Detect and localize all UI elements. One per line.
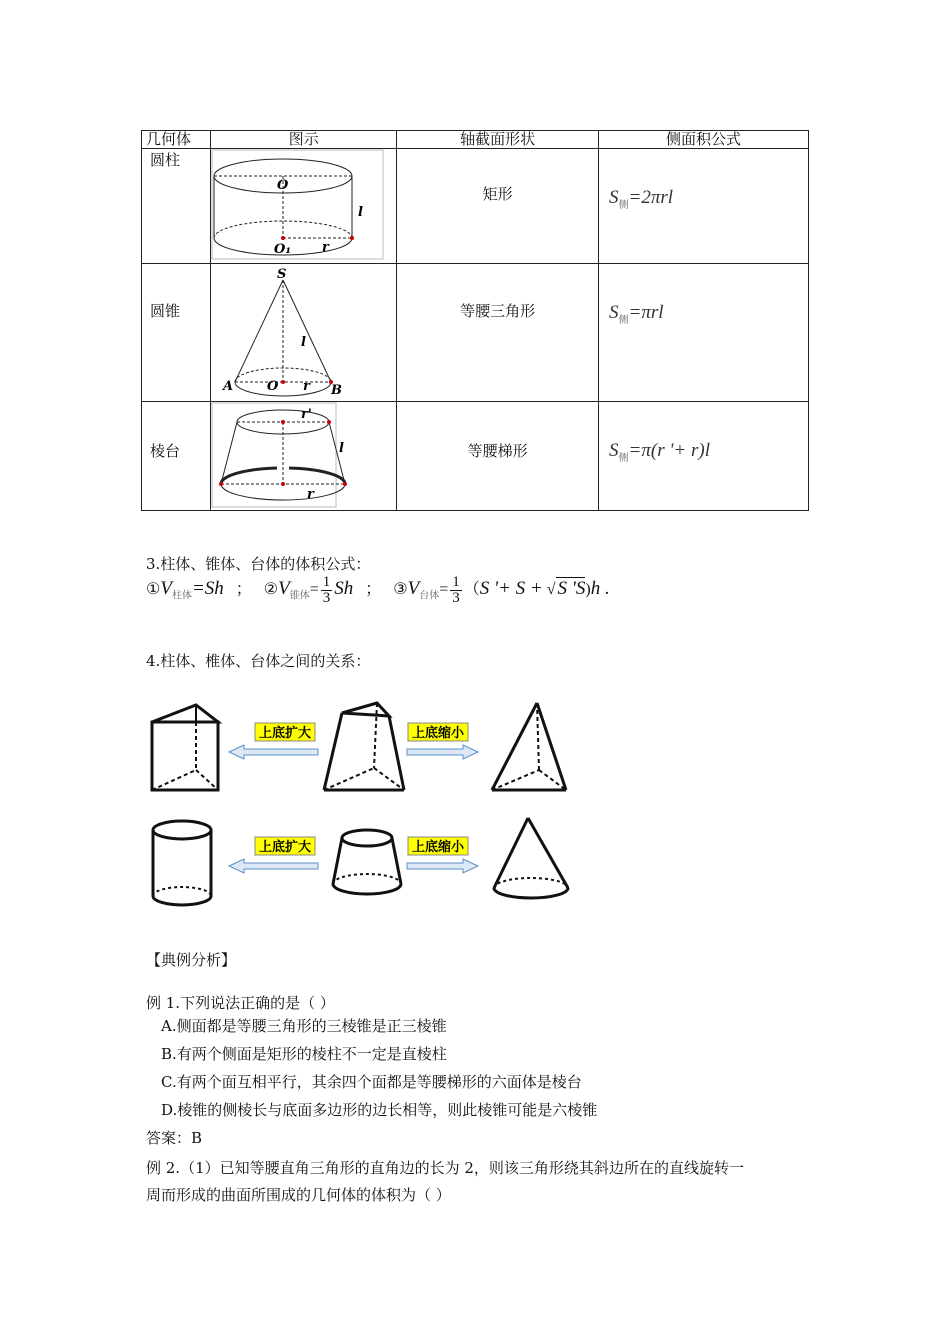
axial-section-text: 矩形 bbox=[482, 185, 513, 203]
enlarge-arrow-2 bbox=[229, 837, 318, 873]
lateral-area-formula: $S_侧=\pi(r$ '+ r)l bbox=[609, 440, 710, 464]
section4-heading: 4.柱体、椎体、台体之间的关系： bbox=[146, 652, 371, 670]
example1-option-d: D.棱锥的侧棱长与底面多边形的边长相等，则此棱锥可能是六棱锥 bbox=[161, 1101, 598, 1119]
example2-line2: 周而形成的曲面所围成的几何体的体积为（ ） bbox=[146, 1186, 451, 1204]
enlarge-arrow-1 bbox=[229, 723, 318, 759]
header-axial-section: 轴截面形状 bbox=[397, 131, 599, 149]
label-a: A bbox=[223, 379, 234, 394]
label-o: O bbox=[277, 178, 289, 193]
label-l: l bbox=[301, 335, 307, 350]
shrink-arrow-2 bbox=[407, 837, 478, 873]
lateral-area-formula: $S_侧=\pi rl$ bbox=[609, 302, 664, 326]
example1-option-b: B.有两个侧面是矩形的棱柱不一定是直棱柱 bbox=[161, 1045, 447, 1063]
arrow-label: 上底缩小 bbox=[411, 726, 465, 741]
example1-question: 例 1.下列说法正确的是（ ） bbox=[146, 994, 335, 1012]
label-s: S bbox=[277, 267, 287, 282]
label-r: r bbox=[303, 379, 311, 394]
axial-section-text: 等腰梯形 bbox=[467, 442, 528, 460]
label-l: l bbox=[358, 205, 364, 220]
volume-formulas: $①V_{柱体}=Sh$ ； $②V_{锥体}=$ $\frac{1}{3}$ Sh ； $③V_{台体}=$ $\frac{1}{3}$ （S '+ S + √ S 'S)h . bbox=[146, 574, 610, 606]
label-l: l bbox=[339, 441, 345, 456]
shrink-arrow-1 bbox=[407, 723, 478, 759]
example1-option-a: A.侧面都是等腰三角形的三棱锥是正三棱锥 bbox=[161, 1017, 447, 1035]
example2-line1: 例 2.（1）已知等腰直角三角形的直角边的长为 2，则该三角形绕其斜边所在的直线旋转一 bbox=[146, 1159, 744, 1177]
label-r: r bbox=[322, 240, 330, 255]
example1-option-c: C.有两个面互相平行，其余四个面都是等腰梯形的六面体是棱台 bbox=[161, 1073, 582, 1091]
header-lateral-area: 侧面积公式 bbox=[599, 131, 809, 149]
cone-shape bbox=[494, 818, 568, 898]
label-o1: O₁ bbox=[274, 242, 292, 257]
label-b: B bbox=[331, 383, 343, 398]
cylinder-shape bbox=[153, 821, 211, 905]
frustum-prism-shape bbox=[324, 703, 404, 790]
header-solid: 几何体 bbox=[142, 131, 211, 149]
label-r: r bbox=[307, 487, 315, 502]
lateral-area-formula: $S_侧=2\pi rl$ bbox=[609, 187, 674, 211]
frustum-cone-shape bbox=[333, 830, 401, 894]
examples-title: 【典例分析】 bbox=[146, 951, 237, 969]
example1-answer: 答案：B bbox=[146, 1129, 203, 1147]
solid-name: 圆柱 bbox=[142, 149, 211, 264]
axial-section-text: 等腰三角形 bbox=[460, 302, 536, 320]
prism-shape bbox=[152, 705, 218, 790]
label-r-prime: r' bbox=[301, 407, 313, 422]
arrow-label: 上底缩小 bbox=[411, 840, 465, 855]
pyramid-shape bbox=[492, 703, 566, 790]
solid-name: 圆锥 bbox=[142, 264, 211, 402]
header-figure: 图示 bbox=[211, 131, 397, 149]
arrow-label: 上底扩大 bbox=[258, 726, 312, 741]
section3-heading: 3.柱体、锥体、台体的体积公式： bbox=[146, 555, 371, 573]
arrow-label: 上底扩大 bbox=[258, 840, 312, 855]
solid-name: 棱台 bbox=[142, 402, 211, 511]
label-o: O bbox=[267, 379, 279, 394]
